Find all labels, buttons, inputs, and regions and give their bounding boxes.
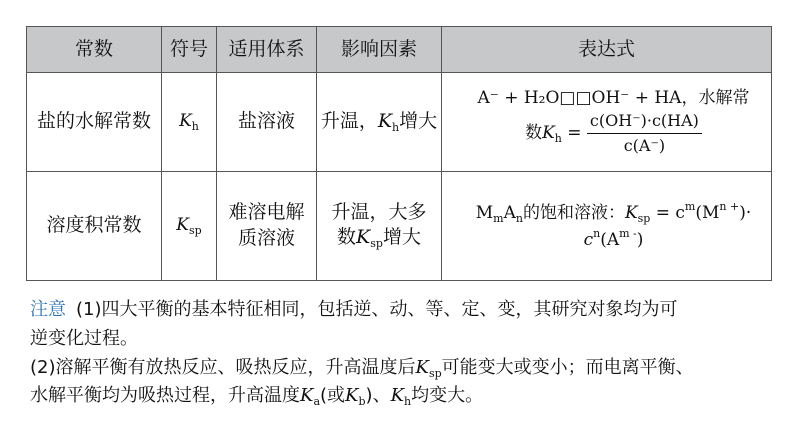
note2-line2: [30, 382, 770, 411]
row1-expression: [442, 73, 772, 172]
header-constant: 常数: [27, 27, 162, 73]
row2-expr-mid2: (A: [600, 229, 620, 250]
note1-line1: [30, 296, 770, 325]
row1-expr-eq: =: [561, 123, 587, 144]
row1-expr-ksub: h: [554, 132, 562, 146]
row2-expr-line1: [456, 200, 771, 227]
note2b-k2: K: [345, 385, 359, 407]
row1-name: 盐的水解常数: [27, 73, 162, 172]
note1-text1: (1)四大平衡的基本特征相同，包括逆、动、等、定、变，其研究对象均为可: [76, 299, 678, 320]
row2-factor: [317, 172, 442, 281]
table-row: [27, 73, 772, 172]
table-row: [27, 172, 772, 281]
row2-expr-mid: (M: [695, 203, 720, 224]
note2b-pre: 水解平衡均为吸热过程，升高温度: [30, 385, 300, 407]
header-symbol: 符号: [162, 27, 217, 73]
row2-expr-line2: [456, 227, 771, 252]
row2-name: 溶度积常数: [27, 172, 162, 281]
row1-factor-sym: K: [377, 109, 393, 132]
row2-expr-sup-m: m: [684, 200, 696, 214]
row1-system: 盐溶液: [217, 73, 317, 172]
row2-expr-eq: = c: [650, 203, 685, 224]
notes-section: [30, 296, 770, 411]
row2-factor-sub: sp: [370, 237, 383, 251]
row2-system-l1: 难溶电解: [228, 201, 305, 224]
row1-factor-sub: h: [392, 120, 400, 134]
row1-frac-den: c(A⁻): [623, 135, 666, 155]
row2-expr-ksub: sp: [637, 212, 651, 226]
row1-expr-line1: A⁻ + H₂O□□OH⁻ + HA，水解常: [477, 88, 750, 109]
row2-expr-c2: c: [583, 229, 594, 250]
note2b-k2sub: b: [358, 395, 366, 409]
row1-expr-lead: 数: [525, 123, 543, 144]
note2-k: K: [415, 356, 429, 378]
row2-expr-charge1: n +: [719, 200, 740, 214]
note2b-mid2: )、: [365, 385, 391, 407]
note-tag: 注意: [30, 299, 66, 320]
row2-expr-m: m: [493, 212, 504, 226]
row1-frac-num: c(OH⁻)·c(HA): [587, 110, 702, 134]
row2-factor-post: 增大: [382, 226, 421, 249]
note2-ksub: sp: [428, 366, 442, 380]
row2-expr-charge2: m -: [619, 226, 637, 240]
row1-expr-line2: [456, 110, 771, 156]
note2-pre: (2)溶解平衡有放热反应、吸热反应，升高温度后: [30, 356, 416, 378]
row1-fraction: [587, 110, 702, 156]
row2-factor-pre: 数: [337, 226, 357, 249]
note2-post: 可能变大或变小；而电离平衡、: [441, 356, 694, 378]
row1-symbol-main: K: [179, 110, 192, 131]
note2b-k1: K: [300, 385, 314, 407]
row2-expr-M: M: [475, 203, 494, 224]
row2-expr-n: n: [515, 212, 523, 226]
row1-factor: [317, 73, 442, 172]
row2-expr-k: K: [624, 203, 638, 224]
row2-expr-end2: ): [636, 229, 644, 250]
row2-expr-sup-n: n: [593, 226, 601, 240]
row2-symbol-main: K: [176, 214, 189, 235]
note2b-mid: (或: [320, 385, 346, 407]
row2-factor-l1: 升温，大多: [331, 200, 427, 223]
note2-line1: [30, 354, 770, 383]
note2b-post: 均变大。: [411, 385, 484, 407]
row2-factor-l2: [317, 225, 441, 252]
row2-expression: [442, 172, 772, 281]
note2b-k3sub: h: [404, 395, 412, 409]
constants-table: [26, 26, 772, 281]
row1-factor-pre: 升温，: [320, 109, 378, 132]
row1-symbol: [162, 73, 217, 172]
note2b-k3: K: [390, 385, 405, 407]
note1-line2: 逆变化过程。: [30, 327, 138, 349]
header-factor: 影响因素: [317, 27, 442, 73]
row2-expr-text: 的饱和溶液：: [522, 203, 625, 224]
note2b-k1sub: a: [313, 395, 321, 409]
row2-factor-sym: K: [356, 226, 371, 249]
header-system: 适用体系: [217, 27, 317, 73]
row2-system-l2: 质溶液: [237, 227, 295, 249]
table-header-row: [27, 27, 772, 73]
row2-expr-A: A: [503, 203, 516, 224]
row2-symbol-sub: sp: [189, 223, 202, 237]
header-expression: 表达式: [442, 27, 772, 73]
row2-system: [217, 172, 317, 281]
row2-symbol: [162, 172, 217, 281]
row1-expr-k: K: [542, 123, 555, 144]
row1-symbol-sub: h: [191, 119, 199, 133]
row2-expr-end1: )·: [739, 203, 752, 224]
row1-factor-post: 增大: [399, 109, 438, 132]
